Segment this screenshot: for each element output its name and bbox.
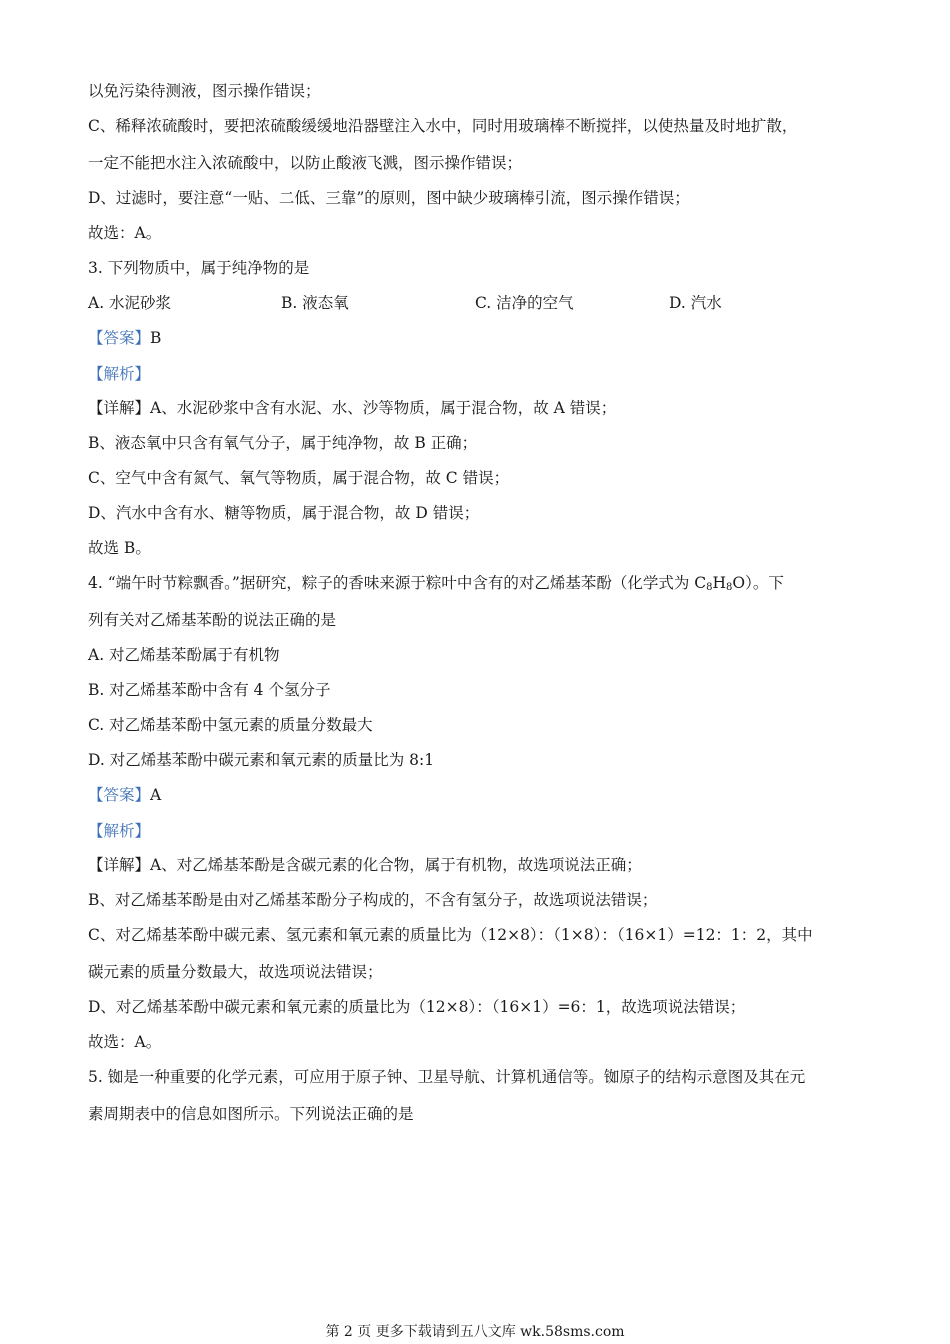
option-b: B. 液态氧	[281, 294, 349, 312]
answer-value: A	[150, 786, 162, 804]
answer-value: B	[150, 329, 162, 347]
text-line: D、过滤时，要注意“一贴、二低、三靠”的原则，图中缺少玻璃棒引流，图示操作错误；	[88, 189, 690, 207]
detail-line: B、对乙烯基苯酚是由对乙烯基苯酚分子构成的，不含有氢分子，故选项说法错误；	[88, 891, 658, 909]
answer-line	[88, 785, 860, 805]
option-b: B. 对乙烯基苯酚中含有 4 个氢分子	[88, 681, 331, 699]
detail-line: D、汽水中含有水、糖等物质，属于混合物，故 D 错误；	[88, 504, 480, 522]
text-line: 故选：A。	[88, 224, 162, 242]
option-c: C. 对乙烯基苯酚中氢元素的质量分数最大	[88, 716, 373, 734]
question-3-stem: 3. 下列物质中，属于纯净物的是	[88, 259, 310, 277]
detail-line: C、空气中含有氮气、氧气等物质，属于混合物，故 C 错误；	[88, 469, 510, 487]
detail-line: 碳元素的质量分数最大，故选项说法错误；	[88, 963, 383, 981]
detail-line: 故选：A。	[88, 1033, 162, 1051]
detail-line: C、对乙烯基苯酚中碳元素、氢元素和氧元素的质量比为（12×8）：（1×8）：（16×1）=12：1：2，其中	[88, 926, 813, 944]
detail-line: D、对乙烯基苯酚中碳元素和氧元素的质量比为（12×8）：（16×1）=6：1，故选项说法错误；	[88, 998, 746, 1016]
answer-line	[88, 328, 860, 348]
question-5-stem-cont: 素周期表中的信息如图所示。下列说法正确的是	[88, 1105, 414, 1123]
text-line: C、稀释浓硫酸时，要把浓硫酸缓缓地沿器壁注入水中，同时用玻璃棒不断搅拌，以使热量及时地扩散，	[88, 117, 798, 135]
analysis-tag: 【解析】	[88, 365, 151, 383]
option-d: D. 汽水	[669, 294, 722, 312]
text-line: 以免污染待测液，图示操作错误；	[88, 82, 321, 100]
option-c: C. 洁净的空气	[475, 294, 574, 312]
option-a: A. 水泥砂浆	[88, 294, 172, 312]
detail-tag: 【详解】	[88, 856, 151, 874]
text-line: 一定不能把水注入浓硫酸中，以防止酸液飞溅，图示操作错误；	[88, 154, 523, 172]
question-5-stem: 5. 铷是一种重要的化学元素，可应用于原子钟、卫星导航、计算机通信等。铷原子的结构示意图及其在元	[88, 1068, 806, 1086]
analysis-tag: 【解析】	[88, 822, 151, 840]
page-footer: 第 2 页 更多下载请到五八文库 wk.58sms.com	[325, 1324, 625, 1340]
detail-line: 【详解】A、对乙烯基苯酚是含碳元素的化合物，属于有机物，故选项说法正确；	[88, 856, 642, 874]
question-4-stem: 4. “端午时节粽飘香。”据研究，粽子的香味来源于粽叶中含有的对乙烯基苯酚（化学式为 $C_8H_8O$）。下	[88, 574, 784, 593]
answer-tag: 【答案】	[88, 329, 151, 347]
detail-line: B、液态氧中只含有氧气分子，属于纯净物，故 B 正确；	[88, 434, 478, 452]
detail-line: 故选 B。	[88, 539, 151, 557]
detail-line: 【详解】A、水泥砂浆中含有水泥、水、沙等物质，属于混合物，故 A 错误；	[88, 399, 617, 417]
question-4-stem-cont: 列有关对乙烯基苯酚的说法正确的是	[88, 611, 337, 629]
detail-tag: 【详解】	[88, 399, 151, 417]
option-a: A. 对乙烯基苯酚属于有机物	[88, 646, 280, 664]
answer-tag: 【答案】	[88, 786, 151, 804]
option-d: D. 对乙烯基苯酚中碳元素和氧元素的质量比为 8:1	[88, 751, 435, 769]
